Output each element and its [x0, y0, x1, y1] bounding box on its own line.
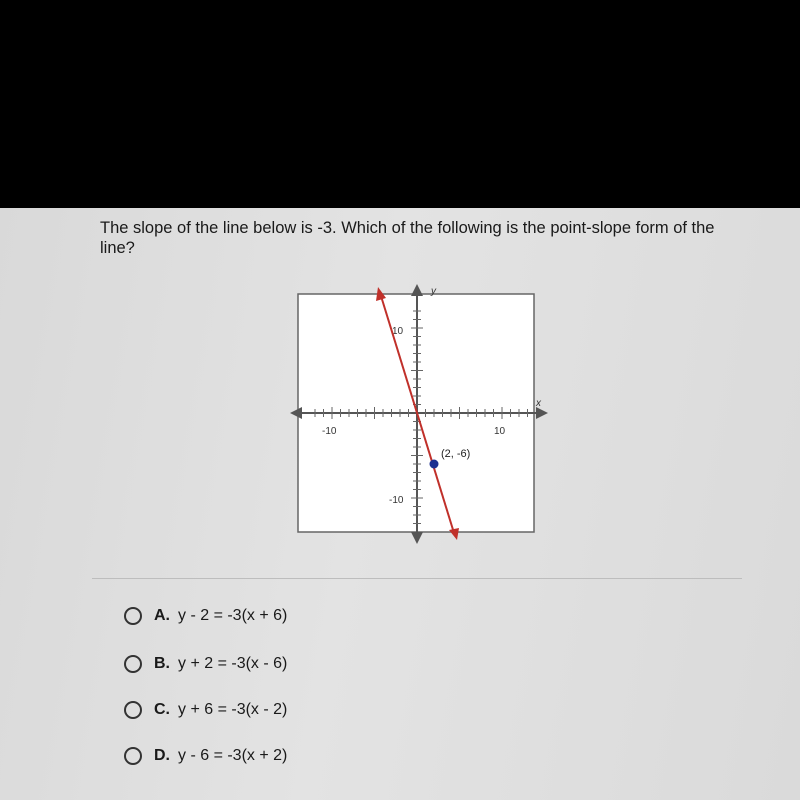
option-b-equation: y + 2 = -3(x - 6)	[178, 655, 288, 672]
divider	[92, 578, 742, 579]
y-axis-top-arrow	[411, 284, 423, 296]
option-b-letter: B.	[154, 655, 170, 672]
option-a-equation: y - 2 = -3(x + 6)	[178, 607, 288, 624]
option-a[interactable]	[124, 601, 287, 631]
option-d-radio[interactable]	[124, 747, 142, 765]
coordinate-graph	[288, 282, 552, 546]
option-a-radio[interactable]	[124, 607, 142, 625]
x-tick-label-right: 10	[494, 426, 506, 437]
y-tick-label-bottom: -10	[389, 495, 404, 506]
option-a-letter: A.	[154, 607, 170, 624]
option-b-radio[interactable]	[124, 655, 142, 673]
option-d-equation: y - 6 = -3(x + 2)	[178, 747, 288, 764]
option-c-radio[interactable]	[124, 701, 142, 719]
question-text: The slope of the line below is -3. Which of the following is the point-slope form of the line?	[100, 219, 715, 257]
option-c-letter: C.	[154, 701, 170, 718]
x-axis-left-arrow	[290, 407, 302, 419]
y-axis-bottom-arrow	[411, 532, 423, 544]
x-axis-label: x	[536, 398, 541, 409]
y-tick-label-top: 10	[392, 326, 404, 337]
line-arrow-bottom	[449, 528, 459, 540]
y-axis-label: y	[431, 286, 436, 297]
x-tick-label-left: -10	[322, 426, 337, 437]
option-b[interactable]	[124, 649, 287, 679]
point-label: (2, -6)	[441, 448, 471, 460]
plotted-point	[430, 460, 439, 469]
option-d[interactable]	[124, 741, 287, 771]
option-c-equation: y + 6 = -3(x - 2)	[178, 701, 288, 718]
option-d-letter: D.	[154, 747, 170, 764]
option-c[interactable]	[124, 695, 287, 725]
